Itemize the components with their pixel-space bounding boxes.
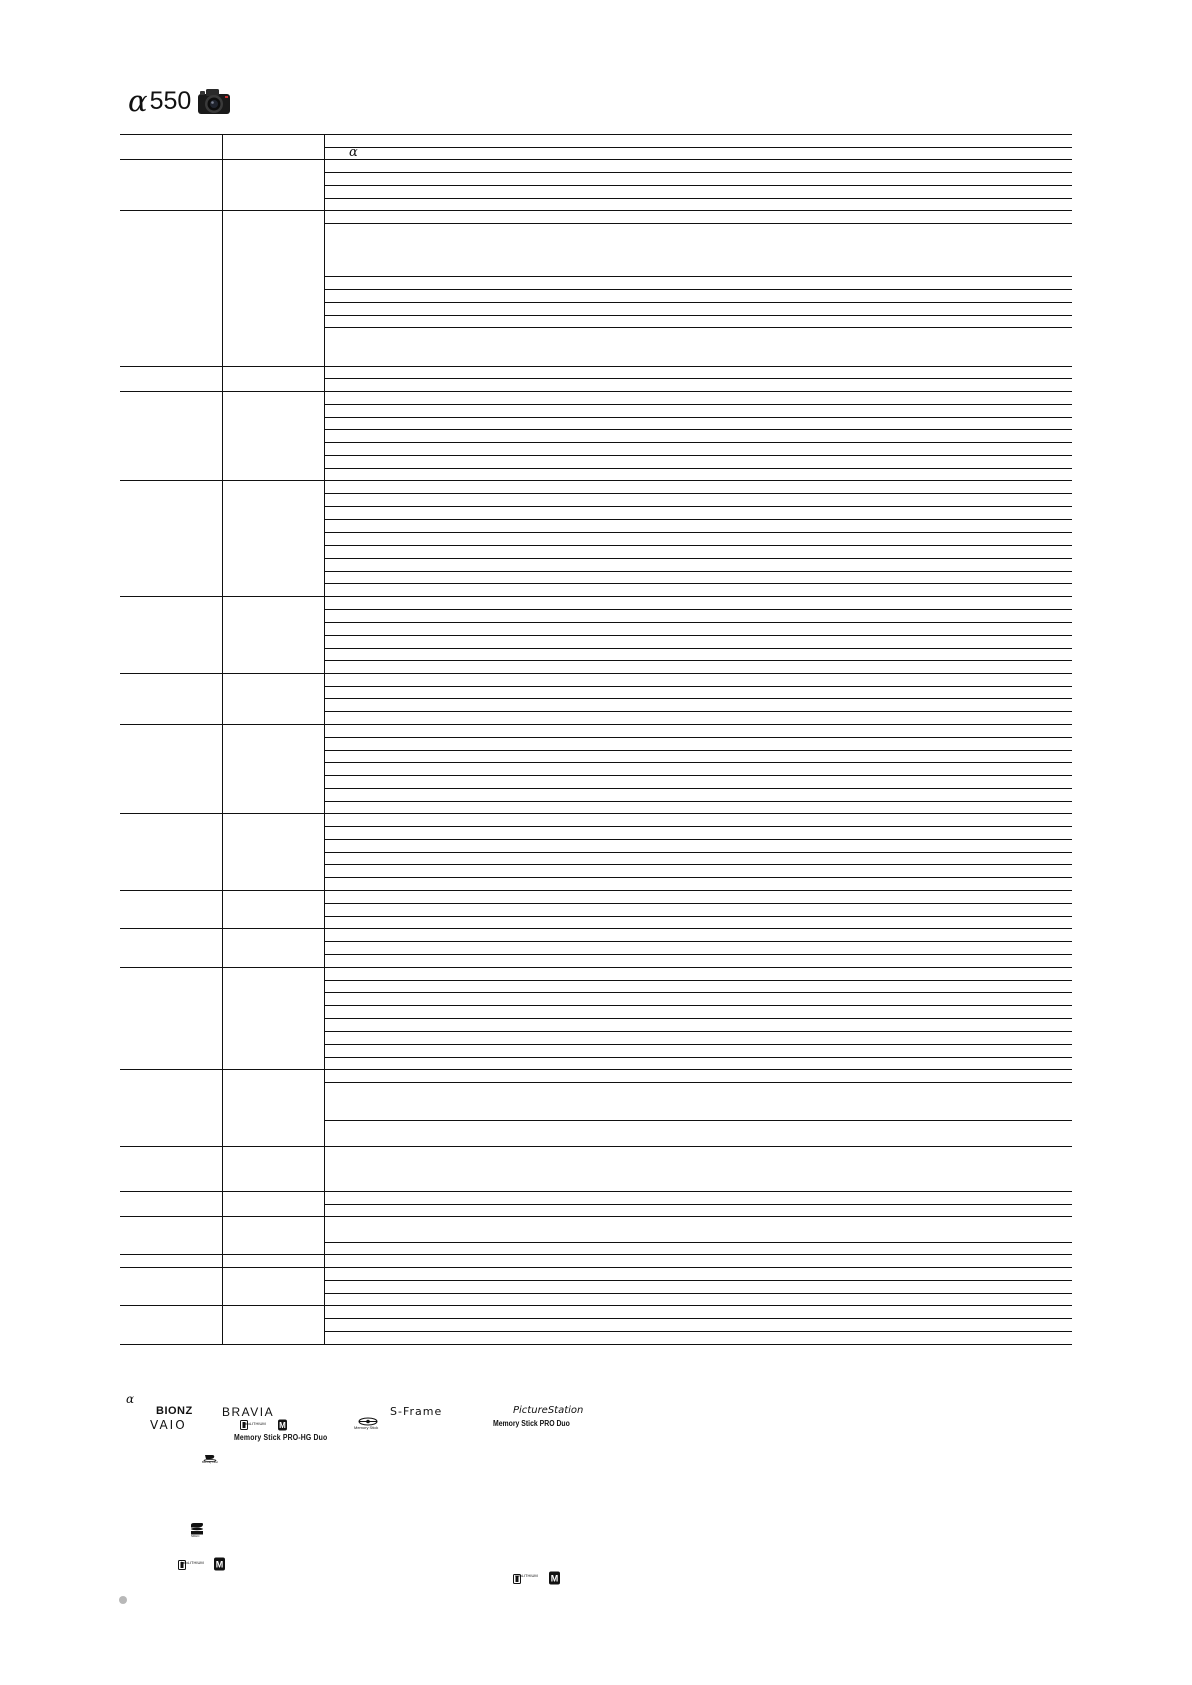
alpha-logo: α bbox=[128, 83, 148, 118]
trademark-alpha: α bbox=[126, 1392, 135, 1406]
product-title bbox=[128, 84, 232, 118]
bravia-logo: BRAVIA bbox=[222, 1405, 275, 1419]
svg-text:M: M bbox=[550, 1573, 559, 1584]
spec-table bbox=[120, 134, 1072, 1345]
memory-stick-text: Memory Stick bbox=[354, 1425, 379, 1430]
picture-station-logo: PictureStation bbox=[513, 1405, 584, 1416]
bullet-dot bbox=[119, 1596, 127, 1604]
infolithium-text: InfoLITHIUM bbox=[181, 1560, 204, 1565]
s-frame-logo: S-Frame bbox=[390, 1405, 443, 1418]
memory-stick-pro-hg-duo-logo: Memory Stick PRO-HG Duo bbox=[234, 1433, 328, 1442]
sdhc-text: SDHC bbox=[191, 1534, 200, 1538]
camera-icon bbox=[196, 85, 232, 117]
infolithium-text: InfoLITHIUM bbox=[515, 1573, 538, 1578]
vaio-logo: VAIO bbox=[150, 1418, 187, 1432]
svg-text:M: M bbox=[279, 1421, 286, 1430]
spec-alpha-mark: α bbox=[349, 145, 358, 160]
infolithium-text: InfoLITHIUM bbox=[243, 1421, 266, 1426]
model-number: 550 bbox=[149, 86, 192, 115]
blu-ray-text: Blu-ray Disc bbox=[202, 1460, 219, 1464]
bionz-logo: BIONZ bbox=[156, 1405, 193, 1417]
svg-text:M: M bbox=[215, 1559, 224, 1570]
memory-stick-pro-duo-logo: Memory Stick PRO Duo bbox=[493, 1419, 570, 1428]
